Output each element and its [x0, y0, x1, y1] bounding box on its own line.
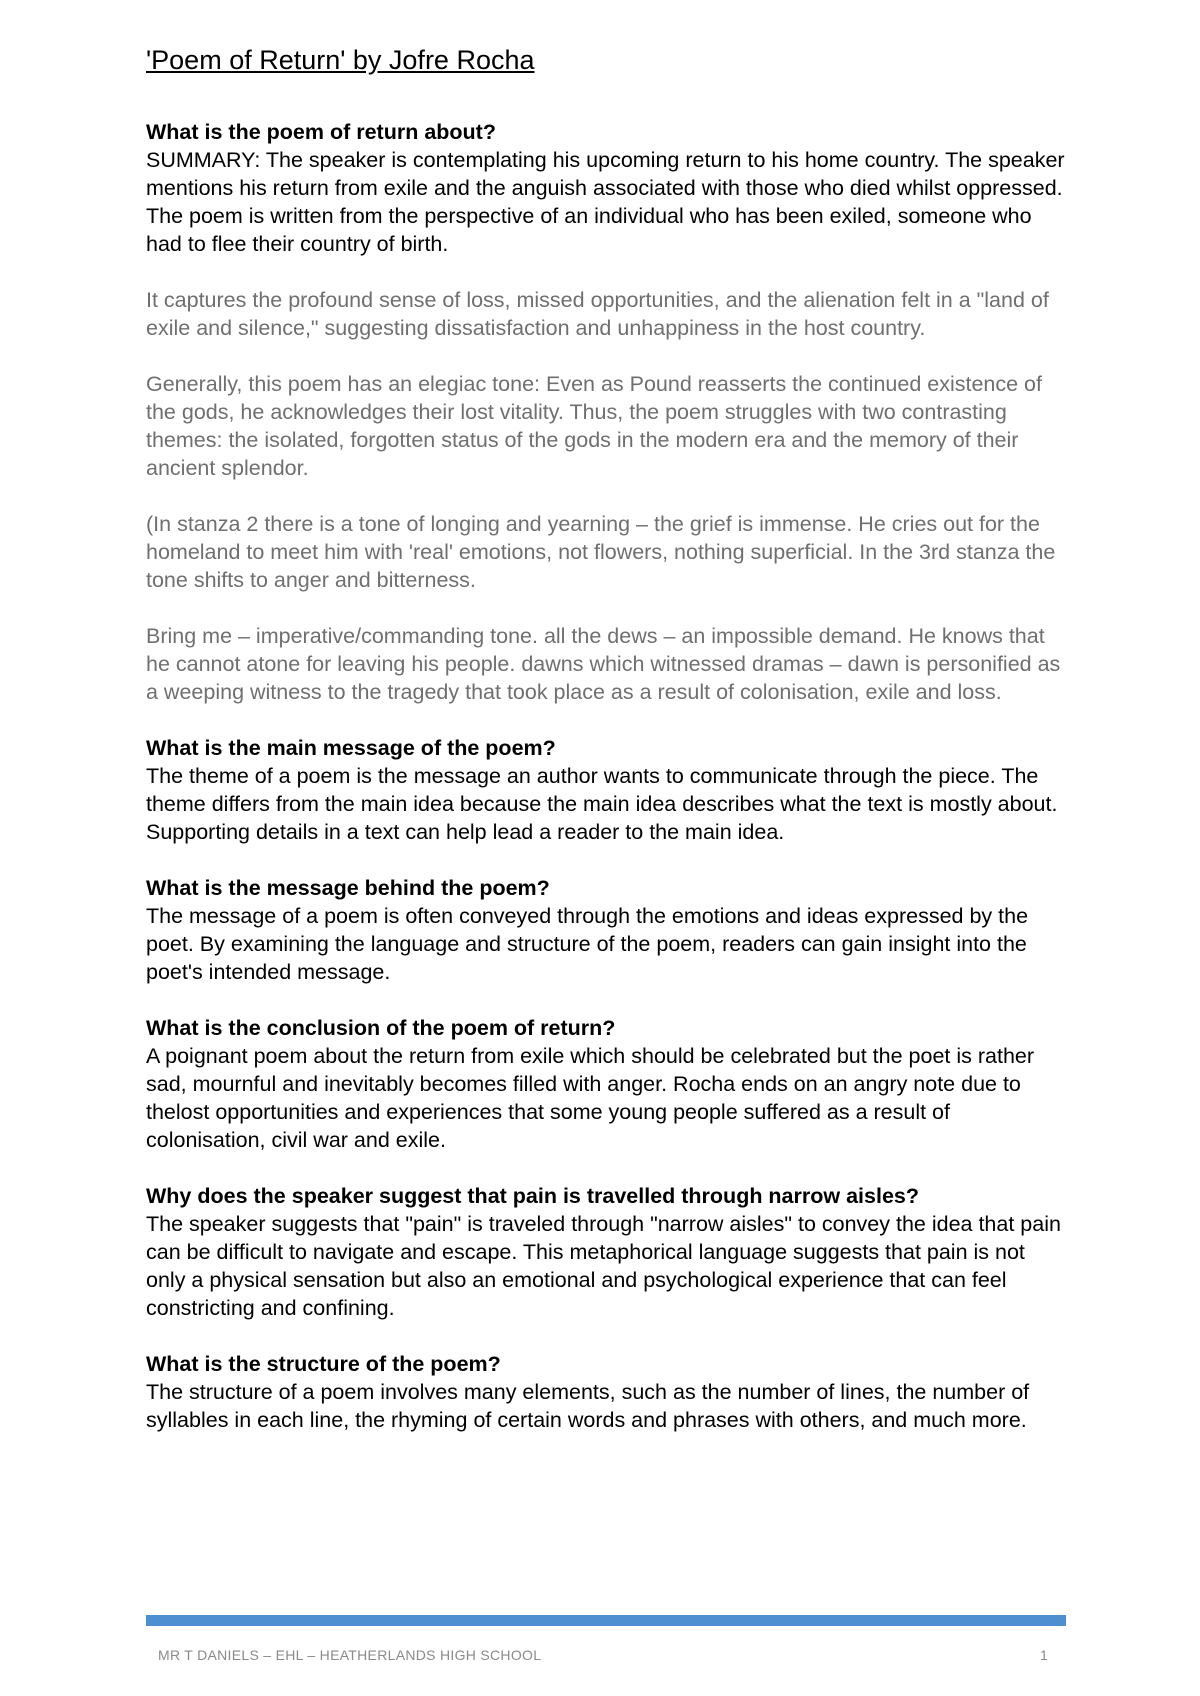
about-paragraph-3: (In stanza 2 there is a tone of longing and yearning – the grief is immense. He cries out for the homeland to meet him with 'real' emotions, not flowers, nothing superficial. In the 3rd stanza the tone shifts to anger and bitterness.	[146, 512, 1056, 592]
section-message-behind	[146, 874, 1066, 986]
document-page	[146, 42, 1066, 1434]
question-message-behind: What is the message behind the poem?	[146, 876, 550, 900]
answer-narrow-aisles: The speaker suggests that "pain" is traveled through "narrow aisles" to convey the idea that pain can be difficult to navigate and escape. This metaphorical language suggests that pain is not only a physical sensation but also an emotional and psychological experience that can feel constricting and confining.	[146, 1212, 1061, 1320]
section-narrow-aisles	[146, 1182, 1066, 1322]
about-paragraph-4: Bring me – imperative/commanding tone. all the dews – an impossible demand. He knows that he cannot atone for leaving his people. dawns which witnessed dramas – dawn is personified as a weeping witness to the tragedy that took place as a result of colonisation, exile and loss.	[146, 624, 1061, 704]
answer-structure: The structure of a poem involves many elements, such as the number of lines, the number of syllables in each line, the rhyming of certain words and phrases with others, and much more.	[146, 1380, 1030, 1432]
section-structure	[146, 1350, 1066, 1434]
answer-main-message: The theme of a poem is the message an author wants to communicate through the piece. The theme differs from the main idea because the main idea describes what the text is mostly about. Supporting details in a text can help lead a reader to the main idea.	[146, 764, 1058, 844]
question-structure: What is the structure of the poem?	[146, 1352, 501, 1376]
about-paragraph-1: It captures the profound sense of loss, missed opportunities, and the alienation felt in a "land of exile and silence," suggesting dissatisfaction and unhappiness in the host country.	[146, 288, 1049, 340]
question-main-message: What is the main message of the poem?	[146, 736, 556, 760]
answer-conclusion: A poignant poem about the return from exile which should be celebrated but the poet is rather sad, mournful and inevitably becomes filled with anger. Rocha ends on an angry note due to thelost opportunities and experiences that some young people suffered as a result of colonisation, civil war and exile.	[146, 1044, 1035, 1152]
section-about	[146, 118, 1066, 706]
summary-paragraph: SUMMARY: The speaker is contemplating his upcoming return to his home country. The speaker mentions his return from exile and the anguish associated with those who died whilst oppressed. The poem is written from the perspective of an individual who has been exiled, someone who had to flee their country of birth.	[146, 148, 1065, 256]
section-main-message	[146, 734, 1066, 846]
about-paragraph-2: Generally, this poem has an elegiac tone: Even as Pound reasserts the continued existence of the gods, he acknowledges their lost vitality. Thus, the poem struggles with two contrasting themes: the isolated, forgotten status of the gods in the modern era and the memory of their ancient splendor.	[146, 372, 1042, 480]
document-title: 'Poem of Return' by Jofre Rocha	[146, 45, 535, 75]
answer-message-behind: The message of a poem is often conveyed through the emotions and ideas expressed by the poet. By examining the language and structure of the poem, readers can gain insight into the poet's intended message.	[146, 904, 1029, 984]
question-conclusion: What is the conclusion of the poem of return?	[146, 1016, 616, 1040]
question-narrow-aisles: Why does the speaker suggest that pain is travelled through narrow aisles?	[146, 1184, 919, 1208]
question-about: What is the poem of return about?	[146, 120, 496, 144]
section-conclusion	[146, 1014, 1066, 1154]
footer-divider-bar	[146, 1615, 1066, 1626]
footer-author: MR T DANIELS – EHL – HEATHERLANDS HIGH SCHOOL	[158, 1647, 542, 1663]
page-number: 1	[1040, 1647, 1048, 1663]
